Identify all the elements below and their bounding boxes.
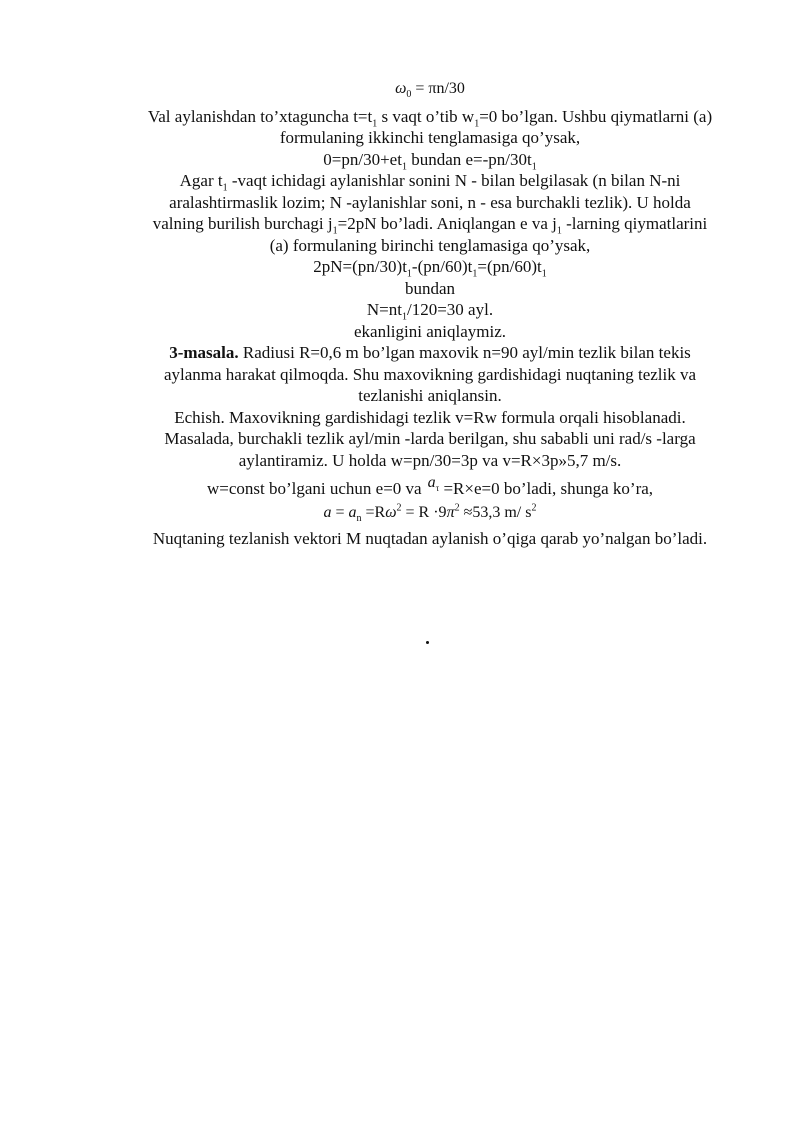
subscript: 1 <box>402 311 407 323</box>
text: =0 bo’lgan. Ushbu qiymatlarni (a) <box>479 106 713 126</box>
a-symbol: a <box>323 503 332 521</box>
para2-line3 <box>110 213 750 235</box>
pi-symbol: π <box>446 503 455 521</box>
omega-subscript: 0 <box>406 89 412 101</box>
subscript: n <box>356 512 362 524</box>
superscript: 2 <box>396 502 402 514</box>
tau-subscript: τ <box>435 483 440 494</box>
subscript: 1 <box>472 268 478 280</box>
solution-line6: Nuqtaning tezlanish vektori M nuqtadan aylanish o’qiga qarab yo’nalgan bo’ladi. <box>152 529 708 548</box>
solution-line3: aylantiramiz. U holda w=pn/30=3p va v=R×3p»5,7 m/s. <box>238 450 622 470</box>
a-tau-symbol <box>428 472 440 494</box>
text: Radiusi R=0,6 m bo’lgan maxovik n=90 ayl/min tezlik bilan tekis <box>238 343 691 362</box>
para2-line4: (a) formulaning birinchi tenglamasiga qo’ysak, <box>269 235 591 255</box>
a-symbol: a <box>348 503 357 521</box>
text: =(pn/60)t <box>477 257 542 276</box>
text: ≈53,3 m/ s <box>459 503 532 521</box>
text: Agar t <box>179 171 223 190</box>
problem3-line3: tezlanishi aniqlansin. <box>358 386 502 405</box>
para2-line2: aralashtirmaslik lozim; N -aylanishlar soni, n - esa burchakli tezlik). U holda <box>169 192 691 212</box>
text: w=const bo’lgani uchun e=0 va <box>206 479 422 498</box>
subscript: 1 <box>474 117 480 129</box>
para2-line8: ekanligini aniqlaymiz. <box>353 321 506 341</box>
text: =R <box>361 503 386 521</box>
omega-symbol: ω <box>385 503 397 521</box>
para1-line2: formulaning ikkinchi tenglamasiga qo’ysak, <box>279 128 581 147</box>
subscript: 1 <box>541 268 547 280</box>
stray-dot <box>426 641 429 644</box>
para2-line1 <box>110 170 750 192</box>
omega-rhs: = πn/30 <box>415 80 465 97</box>
subscript: 1 <box>556 225 562 237</box>
a-letter: a <box>427 474 436 491</box>
problem3-line1 <box>110 342 750 364</box>
text: s vaqt o’tib w <box>377 106 475 126</box>
subscript: 1 <box>531 160 537 172</box>
omega-symbol: ω <box>395 80 407 97</box>
para2-line5 <box>110 256 750 278</box>
text: -vaqt ichidagi aylanishlar sonini N - bilan belgilasak (n bilan N-ni <box>227 171 681 190</box>
text: valning burilish burchagi j <box>152 214 333 233</box>
problem3-line2: aylanma harakat qilmoqda. Shu maxovikning gardishidagi nuqtaning tezlik va <box>163 364 697 384</box>
text: N=nt <box>366 300 402 319</box>
superscript: 2 <box>531 502 537 514</box>
acceleration-equation <box>110 502 750 524</box>
problem-label: 3-masala. <box>169 343 239 362</box>
para2-line6: bundan <box>404 278 456 298</box>
text: bundan e=-pn/30t <box>406 149 532 169</box>
text: = <box>331 503 349 521</box>
para1-line1 <box>110 106 750 128</box>
formula-omega0 <box>110 78 750 100</box>
para2-line7 <box>110 299 750 321</box>
text: =R×e=0 bo’ladi, shunga ko’ra, <box>439 479 654 498</box>
text: Val aylanishdan to’xtaguncha t=t <box>147 106 373 126</box>
text: =2pN bo’ladi. Aniqlangan e va j <box>337 214 557 233</box>
text: -(pn/60)t <box>411 257 473 276</box>
text: /120=30 ayl. <box>407 300 494 319</box>
subscript: 1 <box>332 225 338 237</box>
subscript: 1 <box>401 160 407 172</box>
subscript: 1 <box>406 268 412 280</box>
solution-line4 <box>110 474 750 501</box>
subscript: 1 <box>222 182 228 194</box>
text: = R ·9 <box>401 503 447 521</box>
document-page <box>110 78 750 550</box>
para1-line3 <box>110 149 750 171</box>
solution-line2: Masalada, burchakli tezlik ayl/min -larda berilgan, shu sababli uni rad/s -larga <box>164 429 696 448</box>
superscript: 2 <box>454 502 460 514</box>
solution-line1: Echish. Maxovikning gardishidagi tezlik v=Rw formula orqali hisoblanadi. <box>174 407 686 427</box>
text: 0=pn/30+et <box>323 149 402 169</box>
text: -larning qiymatlarini <box>561 214 708 233</box>
text: 2pN=(pn/30)t <box>313 257 407 276</box>
subscript: 1 <box>372 117 378 129</box>
